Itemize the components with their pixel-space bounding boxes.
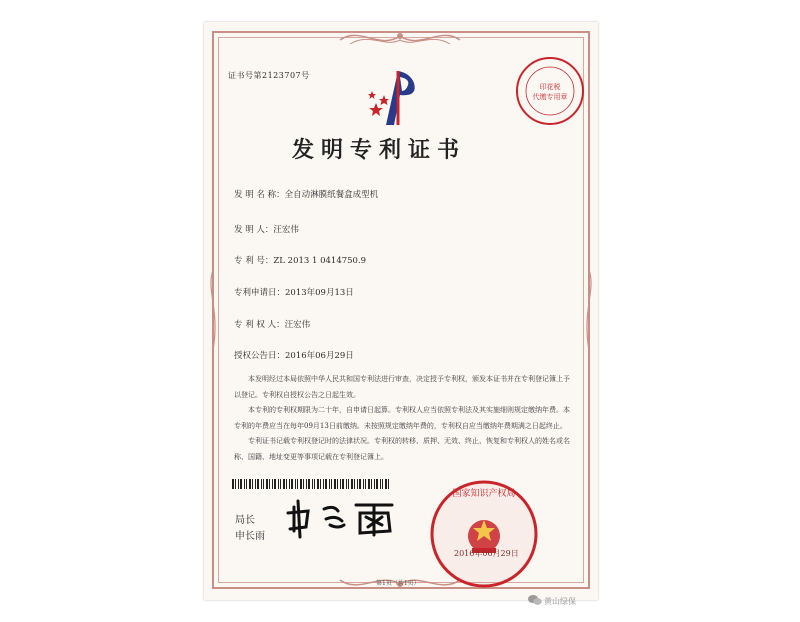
watermark-text: 黄山绿保 — [544, 597, 576, 606]
field-label: 专利申请日： — [234, 288, 286, 298]
seal-date: 2016年06月29日 — [454, 549, 519, 558]
top-ornament — [330, 26, 470, 50]
wechat-icon — [528, 594, 542, 606]
field-application-date — [234, 286, 354, 298]
paragraph-legal-status: 专利证书记载专利权登记时的法律状况。专利权的转移、质押、无效、终止、恢复和专利权人的姓名或名称、国籍、地址变更等事项记载在专利登记簿上。 — [234, 437, 570, 461]
field-label: 专 利 权 人： — [234, 320, 285, 330]
tax-stamp-text-1: 印花税 — [539, 83, 561, 91]
field-label: 发 明 名 称： — [234, 190, 285, 200]
left-ornament — [206, 270, 220, 350]
field-grant-date — [234, 349, 354, 361]
patent-office-logo-icon — [368, 67, 428, 129]
field-label: 专 利 号： — [234, 256, 274, 266]
tax-stamp-text-2: 代缴专用章 — [532, 93, 568, 101]
field-value: 2016年06月29日 — [285, 351, 354, 361]
director-title: 局长 — [235, 515, 255, 526]
barcode-icon — [232, 479, 392, 489]
field-patentee — [234, 318, 310, 330]
field-patent-number — [234, 254, 366, 266]
certificate-title: 发明专利证书 — [292, 137, 467, 163]
field-inventor — [234, 223, 299, 235]
field-label: 发 明 人： — [234, 225, 274, 235]
page-info: 第1页（共1页） — [376, 580, 420, 587]
field-value: 全自动淋膜纸餐盒成型机 — [284, 190, 379, 200]
seal-arc-text: 国家知识产权局 — [452, 489, 516, 499]
director-name: 申长雨 — [235, 531, 265, 542]
tax-stamp — [514, 55, 586, 131]
field-value: ZL 2013 1 0414750.9 — [273, 256, 367, 266]
field-label: 授权公告日： — [234, 351, 286, 361]
right-ornament — [582, 270, 596, 350]
field-invention-name — [234, 188, 378, 200]
certificate-number: 证书号第2123707号 — [228, 71, 310, 80]
field-value: 汪宏伟 — [284, 320, 311, 330]
field-value: 2013年09月13日 — [285, 288, 354, 298]
paragraph-grant: 本发明经过本局依照中华人民共和国专利法进行审查，决定授予专利权，颁发本证书并在专利登记簿上予以登记。专利权自授权公告之日起生效。 — [234, 375, 570, 399]
director-signature-icon — [282, 495, 402, 540]
field-value: 汪宏伟 — [273, 225, 299, 235]
paragraph-term: 本专利的专利权期限为二十年，自申请日起算。专利权人应当依照专利法及其实施细则规定缴纳年费。本专利的年费应当在每年09月13日前缴纳。未按照规定缴纳年费的，专利权自应当缴纳年费期满之日起终止。 — [234, 406, 570, 430]
official-seal — [428, 478, 540, 594]
